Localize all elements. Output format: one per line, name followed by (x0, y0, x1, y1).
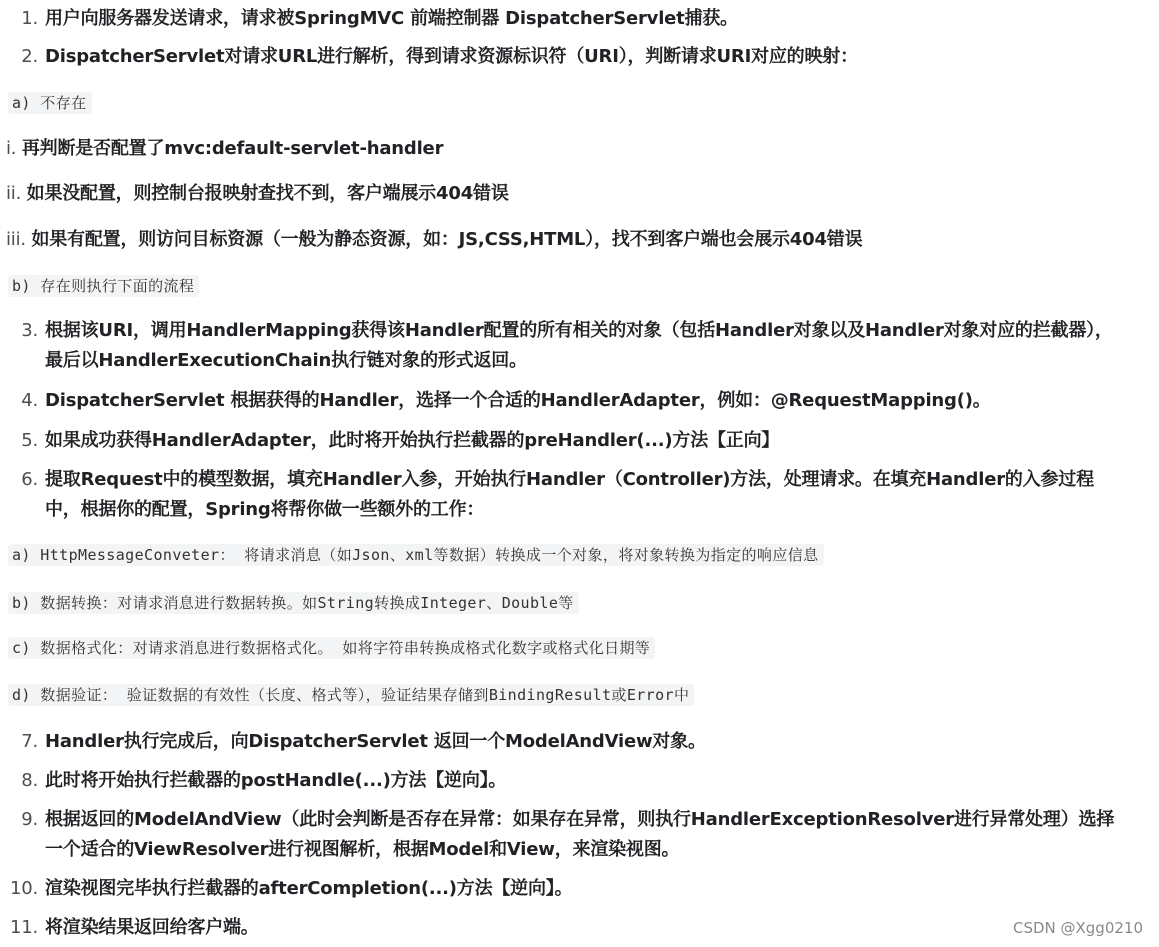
sub-list-text: 如果有配置，则访问目标资源（一般为静态资源，如：JS,CSS,HTML），找不到客户端也会展示404错误 (31, 229, 863, 250)
sub-list-number: ii. (6, 183, 22, 204)
inline-code-exist: b) 存在则执行下面的流程 (8, 275, 199, 297)
sub-list-item-i (6, 134, 443, 164)
inline-code-detail-a: a) HttpMessageConveter： 将请求消息（如Json、xml等数据）转换成一个对象，将对象转换为指定的响应信息 (8, 544, 824, 566)
list-item-text-line2: 最后以HandlerExecutionChain执行链对象的形式返回。 (45, 350, 527, 371)
list-item-text-line2: 中，根据你的配置，Spring将帮你做一些额外的工作： (45, 499, 485, 520)
inline-code-not-exist: a) 不存在 (8, 92, 92, 114)
list-item-text-line2: 一个适合的ViewResolver进行视图解析，根据Model和View，来渲染视图。 (45, 839, 680, 860)
list-item-text: 此时将开始执行拦截器的postHandle(...)方法【逆向】。 (45, 770, 507, 791)
list-number: 3. (21, 320, 38, 341)
list-number: 8. (21, 770, 38, 791)
list-number: 4. (21, 390, 38, 411)
inline-code-detail-c: c) 数据格式化：对请求消息进行数据格式化。 如将字符串转换成格式化数字或格式化日期等 (8, 637, 655, 659)
list-item-text: 如果成功获得HandlerAdapter，此时将开始执行拦截器的preHandler(...)方法【正向】 (45, 430, 780, 451)
sub-list-item-ii (6, 179, 509, 209)
inline-code-detail-b: b) 数据转换：对请求消息进行数据转换。如String转换成Integer、Double等 (8, 592, 579, 614)
list-item-text-line1: 根据该URI，调用HandlerMapping获得该Handler配置的所有相关的对象（包括Handler对象以及Handler对象对应的拦截器）， (45, 320, 1113, 341)
list-number: 10. (9, 878, 38, 899)
sub-list-item-iii (6, 225, 862, 255)
list-number: 5. (21, 430, 38, 451)
sub-list-number: i. (6, 138, 17, 159)
list-number: 9. (21, 809, 38, 830)
list-item-text: 渲染视图完毕执行拦截器的afterCompletion(...)方法【逆向】。 (45, 878, 573, 899)
list-number: 6. (21, 469, 38, 490)
list-item-text: 用户向服务器发送请求，请求被SpringMVC 前端控制器 DispatcherServlet捕获。 (45, 8, 738, 29)
list-item-text-line1: 提取Request中的模型数据，填充Handler入参，开始执行Handler（Controller)方法，处理请求。在填充Handler的入参过程 (45, 469, 1094, 490)
inline-code-detail-d: d) 数据验证： 验证数据的有效性（长度、格式等），验证结果存储到BindingResult或Error中 (8, 684, 694, 706)
list-item-text-line1: 根据返回的ModelAndView（此时会判断是否存在异常：如果存在异常，则执行HandlerExceptionResolver进行异常处理）选择 (45, 809, 1115, 830)
sub-list-text: 再判断是否配置了mvc:default-servlet-handler (21, 138, 444, 159)
list-item-text: DispatcherServlet 根据获得的Handler，选择一个合适的HandlerAdapter，例如：@RequestMapping()。 (45, 390, 991, 411)
list-number: 7. (21, 731, 38, 752)
list-item-text: 将渲染结果返回给客户端。 (45, 917, 259, 938)
list-item-text: Handler执行完成后，向DispatcherServlet 返回一个ModelAndView对象。 (45, 731, 706, 752)
sub-list-number: iii. (6, 229, 26, 250)
list-number: 11. (9, 917, 38, 938)
list-item-text: DispatcherServlet对请求URL进行解析，得到请求资源标识符（URI），判断请求URI对应的映射： (45, 46, 858, 67)
list-number: 1. (21, 8, 38, 29)
list-number: 2. (21, 46, 38, 67)
watermark: CSDN @Xgg0210 (1012, 919, 1143, 937)
sub-list-text: 如果没配置，则控制台报映射查找不到，客户端展示404错误 (26, 183, 509, 204)
